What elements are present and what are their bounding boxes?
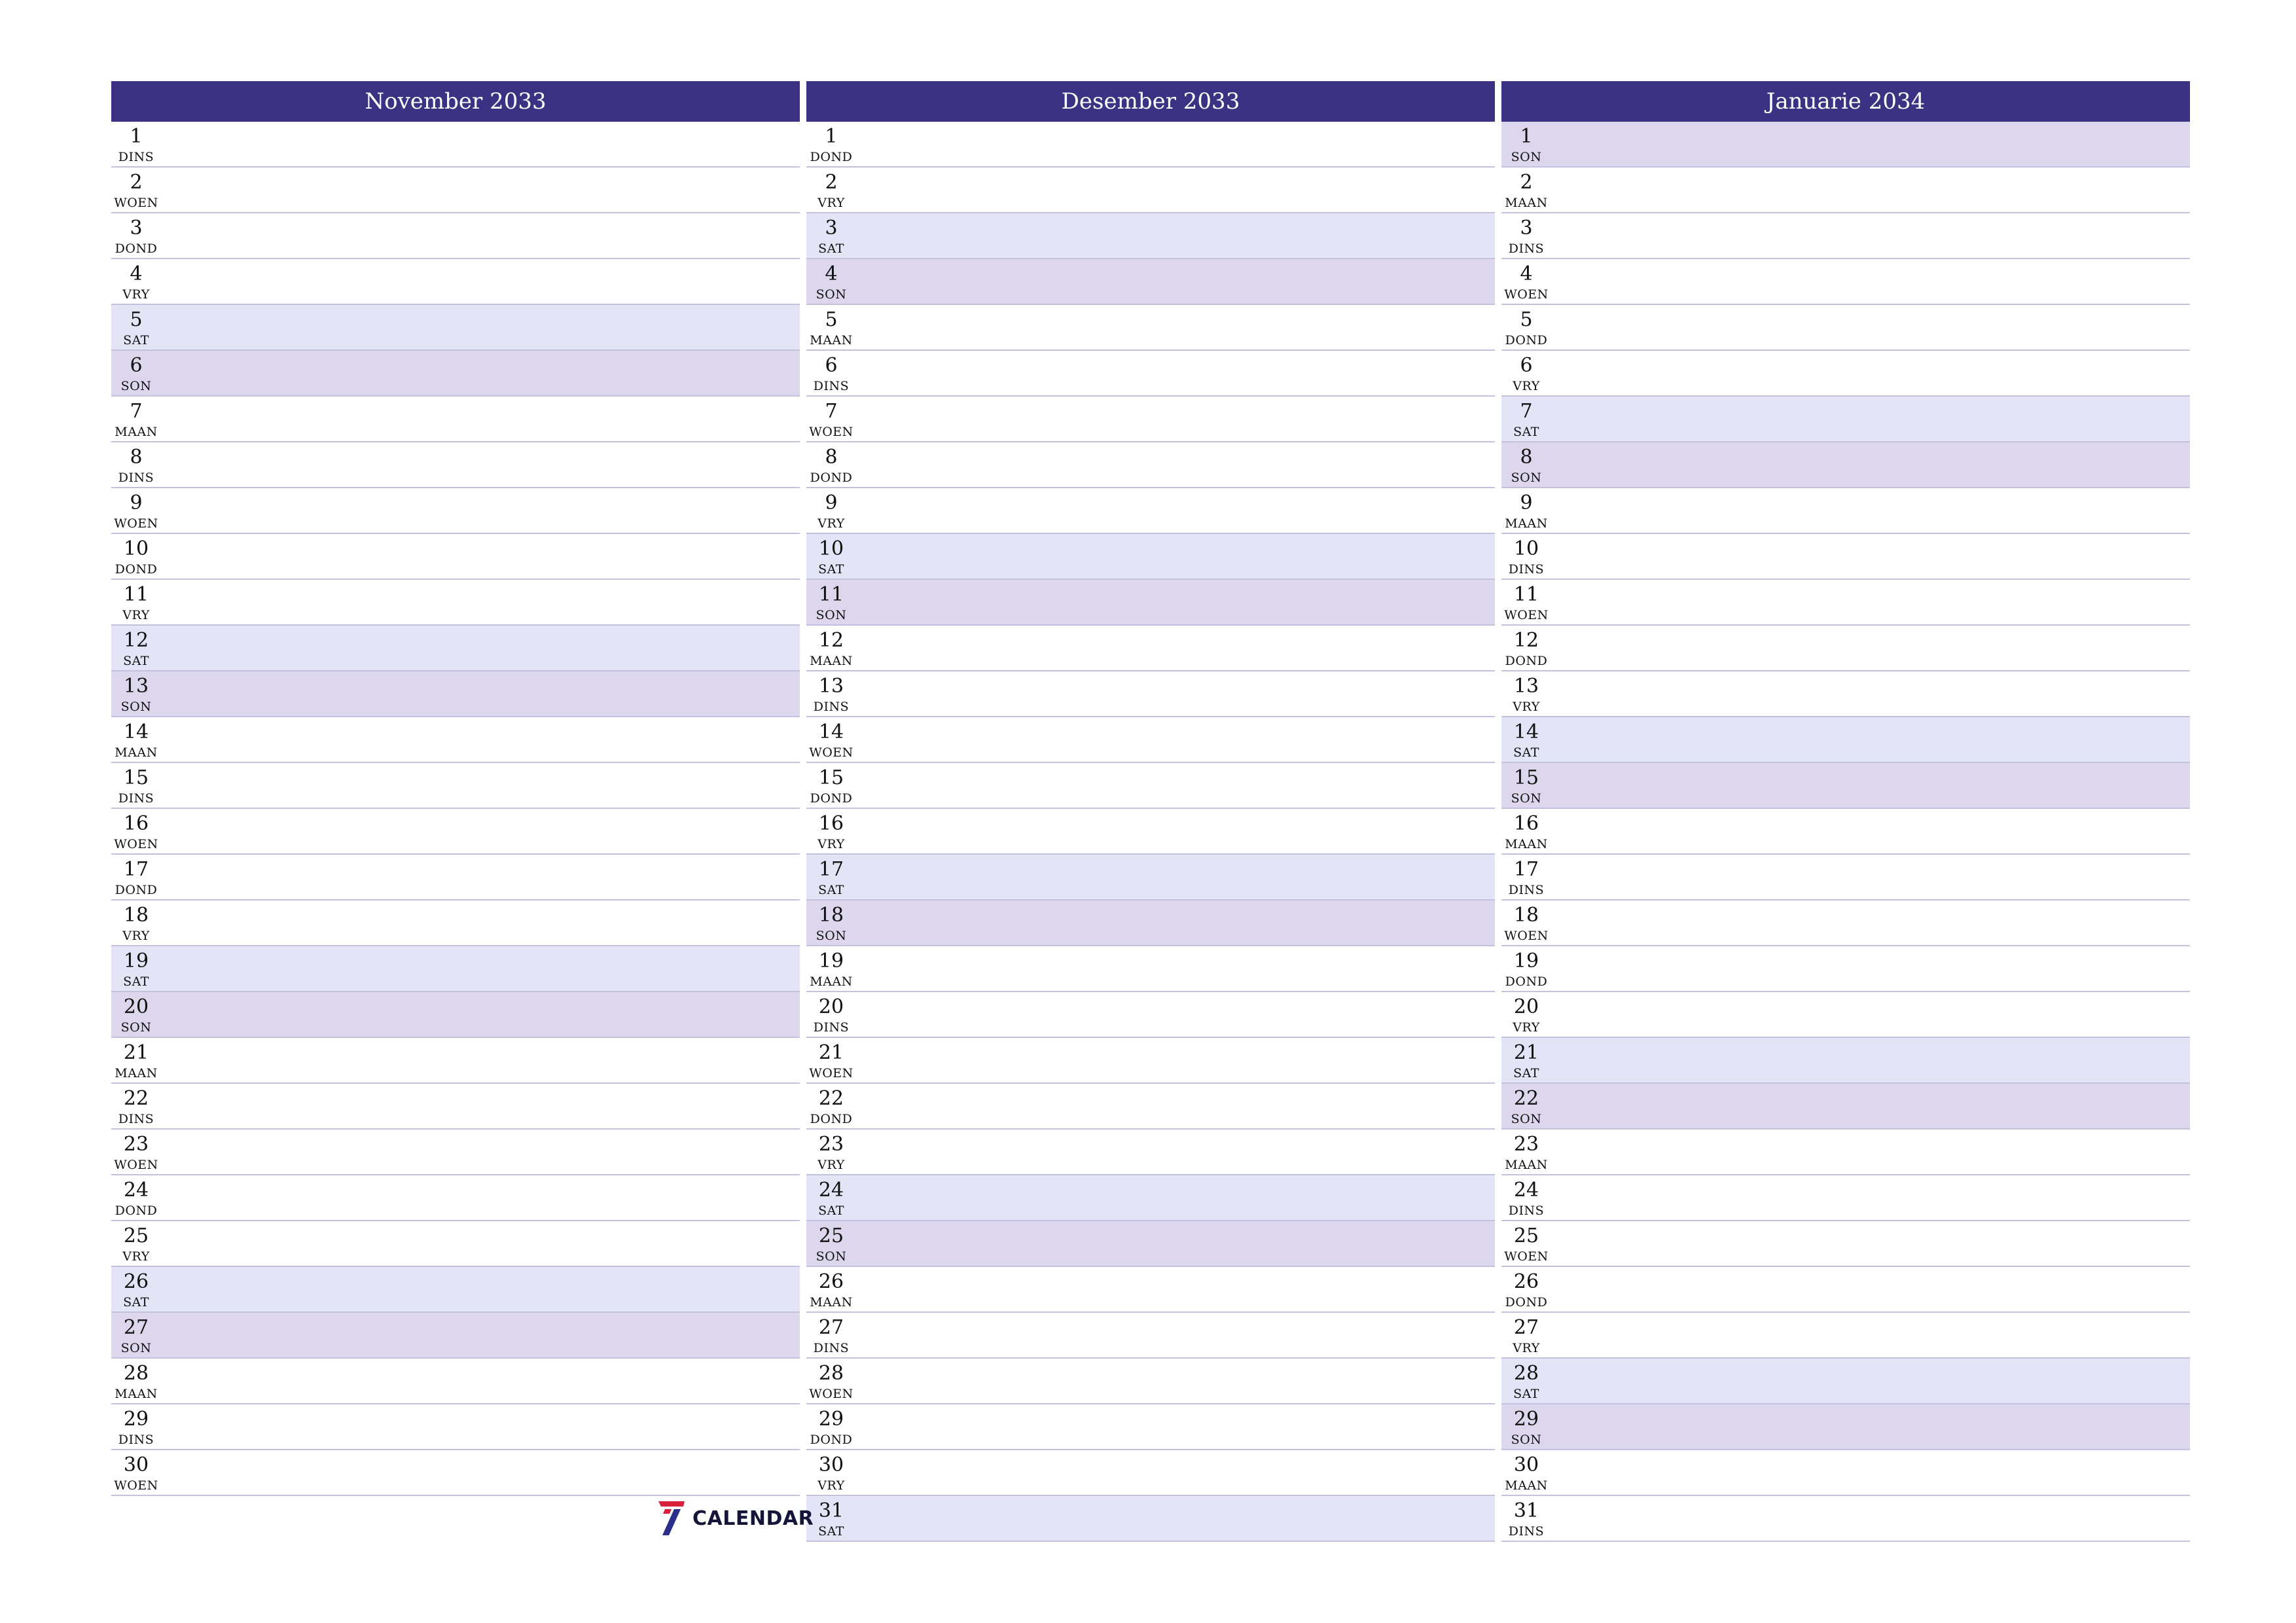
weekday-label: SAT bbox=[818, 241, 844, 256]
day-row bbox=[1501, 809, 2190, 855]
day-row bbox=[806, 1404, 1495, 1450]
day-number: 8 bbox=[130, 446, 143, 469]
month-title: Desember 2033 bbox=[806, 81, 1495, 122]
day-number: 24 bbox=[818, 1179, 844, 1202]
weekday-label: MAAN bbox=[115, 425, 158, 439]
day-row bbox=[1501, 122, 2190, 168]
day-row bbox=[806, 580, 1495, 626]
day-row bbox=[111, 122, 800, 168]
weekday-label: MAAN bbox=[1505, 196, 1548, 210]
day-row bbox=[806, 1038, 1495, 1084]
day-number: 3 bbox=[130, 217, 143, 240]
day-number: 12 bbox=[818, 629, 844, 652]
day-number: 20 bbox=[123, 995, 149, 1018]
day-number: 14 bbox=[818, 721, 844, 743]
day-number: 26 bbox=[123, 1270, 149, 1293]
weekday-label: WOEN bbox=[1504, 287, 1549, 302]
day-row bbox=[111, 1359, 800, 1404]
day-row bbox=[111, 168, 800, 213]
day-number: 25 bbox=[818, 1224, 844, 1247]
weekday-label: MAAN bbox=[810, 974, 853, 989]
day-row bbox=[111, 351, 800, 397]
day-number: 15 bbox=[1513, 766, 1539, 789]
weekday-label: WOEN bbox=[114, 1478, 158, 1493]
day-number: 15 bbox=[123, 766, 149, 789]
weekday-label: VRY bbox=[122, 1249, 150, 1264]
day-row bbox=[1501, 442, 2190, 488]
weekday-label: DOND bbox=[810, 471, 853, 485]
weekday-label: WOEN bbox=[114, 516, 158, 531]
day-row bbox=[1501, 488, 2190, 534]
day-number: 16 bbox=[818, 812, 844, 835]
weekday-label: MAAN bbox=[810, 654, 853, 668]
day-row bbox=[806, 809, 1495, 855]
day-row bbox=[806, 213, 1495, 259]
weekday-label: SON bbox=[1511, 150, 1542, 164]
weekday-label: DINS bbox=[813, 1020, 850, 1035]
day-row bbox=[1501, 259, 2190, 305]
weekday-label: VRY bbox=[817, 1478, 845, 1493]
weekday-label: WOEN bbox=[114, 196, 158, 210]
weekday-label: WOEN bbox=[809, 745, 853, 760]
weekday-label: MAAN bbox=[810, 333, 853, 348]
weekday-label: VRY bbox=[122, 287, 150, 302]
day-row bbox=[806, 717, 1495, 763]
weekday-label: VRY bbox=[1513, 379, 1540, 393]
day-number: 26 bbox=[818, 1270, 844, 1293]
weekday-label: SON bbox=[816, 1249, 847, 1264]
day-number: 21 bbox=[123, 1041, 149, 1064]
day-row bbox=[1501, 397, 2190, 442]
day-row bbox=[806, 122, 1495, 168]
day-row bbox=[111, 626, 800, 671]
day-number: 9 bbox=[825, 491, 838, 514]
weekday-label: SON bbox=[120, 379, 152, 393]
day-row bbox=[111, 1313, 800, 1359]
weekday-label: VRY bbox=[817, 516, 845, 531]
weekday-label: DINS bbox=[1508, 1204, 1545, 1218]
day-number: 19 bbox=[818, 950, 844, 972]
day-row bbox=[111, 992, 800, 1038]
day-number: 23 bbox=[1513, 1133, 1539, 1156]
day-number: 28 bbox=[818, 1362, 844, 1385]
weekday-label: WOEN bbox=[1504, 608, 1549, 622]
weekday-label: WOEN bbox=[809, 1066, 853, 1080]
day-number: 11 bbox=[818, 583, 844, 606]
weekday-label: SAT bbox=[123, 974, 149, 989]
weekday-label: DINS bbox=[118, 1112, 154, 1126]
weekday-label: DOND bbox=[810, 1433, 853, 1447]
day-number: 6 bbox=[130, 354, 143, 377]
day-row bbox=[806, 397, 1495, 442]
day-row bbox=[1501, 1221, 2190, 1267]
weekday-label: MAAN bbox=[810, 1295, 853, 1310]
weekday-label: WOEN bbox=[809, 1387, 853, 1401]
month-title: Januarie 2034 bbox=[1501, 81, 2190, 122]
weekday-label: DOND bbox=[810, 791, 853, 806]
weekday-label: SON bbox=[120, 1020, 152, 1035]
weekday-label: DINS bbox=[813, 1341, 850, 1355]
day-row bbox=[111, 1175, 800, 1221]
day-number: 4 bbox=[1520, 262, 1533, 285]
weekday-label: MAAN bbox=[1505, 837, 1548, 851]
day-number: 19 bbox=[123, 950, 149, 972]
weekday-label: VRY bbox=[1513, 1020, 1540, 1035]
weekday-label: VRY bbox=[817, 196, 845, 210]
weekday-label: SAT bbox=[1513, 425, 1539, 439]
day-list bbox=[111, 122, 800, 1496]
day-row bbox=[1501, 901, 2190, 946]
day-number: 4 bbox=[825, 262, 838, 285]
day-row bbox=[111, 763, 800, 809]
day-number: 30 bbox=[123, 1454, 149, 1476]
day-row bbox=[806, 671, 1495, 717]
weekday-label: SON bbox=[1511, 1433, 1542, 1447]
day-number: 10 bbox=[123, 537, 149, 560]
day-row bbox=[1501, 1175, 2190, 1221]
day-row bbox=[111, 1130, 800, 1175]
day-row bbox=[806, 259, 1495, 305]
weekday-label: SAT bbox=[1513, 1066, 1539, 1080]
day-row bbox=[1501, 305, 2190, 351]
day-number: 7 bbox=[825, 400, 838, 423]
day-row bbox=[1501, 1496, 2190, 1542]
day-number: 29 bbox=[818, 1408, 844, 1431]
weekday-label: SON bbox=[1511, 471, 1542, 485]
day-number: 16 bbox=[1513, 812, 1539, 835]
day-row bbox=[1501, 580, 2190, 626]
day-number: 3 bbox=[1520, 217, 1533, 240]
day-row bbox=[806, 305, 1495, 351]
weekday-label: DOND bbox=[115, 1204, 158, 1218]
day-row bbox=[1501, 1359, 2190, 1404]
weekday-label: WOEN bbox=[114, 1158, 158, 1172]
day-row bbox=[1501, 1450, 2190, 1496]
day-row bbox=[806, 946, 1495, 992]
day-row bbox=[806, 1267, 1495, 1313]
day-number: 22 bbox=[123, 1087, 149, 1110]
day-number: 2 bbox=[1520, 171, 1533, 194]
day-row bbox=[806, 1359, 1495, 1404]
day-number: 15 bbox=[818, 766, 844, 789]
day-row bbox=[806, 1496, 1495, 1542]
day-row bbox=[111, 397, 800, 442]
day-row bbox=[806, 1130, 1495, 1175]
weekday-label: SON bbox=[816, 608, 847, 622]
day-number: 3 bbox=[825, 217, 838, 240]
weekday-label: SAT bbox=[818, 1204, 844, 1218]
day-row bbox=[1501, 717, 2190, 763]
day-row bbox=[111, 213, 800, 259]
weekday-label: DINS bbox=[1508, 1524, 1545, 1539]
day-row bbox=[806, 1221, 1495, 1267]
weekday-label: MAAN bbox=[115, 1066, 158, 1080]
day-number: 14 bbox=[1513, 721, 1539, 743]
day-row bbox=[1501, 1313, 2190, 1359]
day-number: 11 bbox=[1513, 583, 1539, 606]
weekday-label: DINS bbox=[118, 1433, 154, 1447]
month-column-desember bbox=[806, 81, 1495, 1542]
day-row bbox=[1501, 1404, 2190, 1450]
day-number: 31 bbox=[1513, 1499, 1539, 1522]
day-number: 25 bbox=[123, 1224, 149, 1247]
day-row bbox=[806, 1313, 1495, 1359]
day-row bbox=[111, 1267, 800, 1313]
weekday-label: MAAN bbox=[1505, 516, 1548, 531]
day-number: 4 bbox=[130, 262, 143, 285]
day-number: 10 bbox=[818, 537, 844, 560]
day-row bbox=[806, 626, 1495, 671]
day-row bbox=[806, 855, 1495, 901]
day-number: 17 bbox=[123, 858, 149, 881]
day-number: 19 bbox=[1513, 950, 1539, 972]
day-row bbox=[806, 901, 1495, 946]
day-number: 27 bbox=[1513, 1316, 1539, 1339]
day-number: 31 bbox=[818, 1499, 844, 1522]
day-row bbox=[1501, 351, 2190, 397]
day-number: 27 bbox=[818, 1316, 844, 1339]
day-number: 9 bbox=[1520, 491, 1533, 514]
day-number: 1 bbox=[1520, 125, 1533, 148]
day-number: 16 bbox=[123, 812, 149, 835]
day-row bbox=[806, 1084, 1495, 1130]
day-number: 12 bbox=[123, 629, 149, 652]
weekday-label: SON bbox=[1511, 791, 1542, 806]
day-row bbox=[806, 1175, 1495, 1221]
weekday-label: VRY bbox=[122, 608, 150, 622]
day-number: 2 bbox=[130, 171, 143, 194]
day-row bbox=[1501, 1130, 2190, 1175]
day-number: 21 bbox=[1513, 1041, 1539, 1064]
day-number: 30 bbox=[1513, 1454, 1539, 1476]
weekday-label: WOEN bbox=[114, 837, 158, 851]
weekday-label: MAAN bbox=[115, 745, 158, 760]
day-number: 29 bbox=[123, 1408, 149, 1431]
weekday-label: DINS bbox=[118, 150, 154, 164]
weekday-label: SAT bbox=[818, 883, 844, 897]
day-row bbox=[806, 168, 1495, 213]
weekday-label: SAT bbox=[123, 1295, 149, 1310]
day-row bbox=[1501, 1267, 2190, 1313]
day-number: 27 bbox=[123, 1316, 149, 1339]
day-row bbox=[806, 992, 1495, 1038]
seven-logo-icon bbox=[657, 1500, 686, 1537]
weekday-label: VRY bbox=[1513, 700, 1540, 714]
weekday-label: SAT bbox=[818, 1524, 844, 1539]
weekday-label: DINS bbox=[1508, 241, 1545, 256]
weekday-label: SAT bbox=[818, 562, 844, 577]
day-number: 30 bbox=[818, 1454, 844, 1476]
weekday-label: DOND bbox=[115, 241, 158, 256]
day-number: 22 bbox=[1513, 1087, 1539, 1110]
day-row bbox=[111, 305, 800, 351]
day-row bbox=[1501, 1038, 2190, 1084]
day-row bbox=[111, 580, 800, 626]
day-row bbox=[111, 1450, 800, 1496]
day-number: 14 bbox=[123, 721, 149, 743]
day-row bbox=[1501, 946, 2190, 992]
day-number: 18 bbox=[123, 904, 149, 927]
day-row bbox=[1501, 992, 2190, 1038]
weekday-label: SON bbox=[120, 700, 152, 714]
day-row bbox=[1501, 763, 2190, 809]
weekday-label: MAAN bbox=[1505, 1478, 1548, 1493]
weekday-label: SON bbox=[816, 929, 847, 943]
day-number: 29 bbox=[1513, 1408, 1539, 1431]
day-number: 12 bbox=[1513, 629, 1539, 652]
weekday-label: MAAN bbox=[1505, 1158, 1548, 1172]
day-number: 6 bbox=[825, 354, 838, 377]
day-number: 9 bbox=[130, 491, 143, 514]
day-number: 18 bbox=[818, 904, 844, 927]
weekday-label: DOND bbox=[115, 883, 158, 897]
day-row bbox=[1501, 855, 2190, 901]
month-title: November 2033 bbox=[111, 81, 800, 122]
day-row bbox=[111, 1221, 800, 1267]
day-number: 18 bbox=[1513, 904, 1539, 927]
day-row bbox=[806, 488, 1495, 534]
month-column-januarie bbox=[1501, 81, 2190, 1542]
day-number: 23 bbox=[123, 1133, 149, 1156]
weekday-label: SON bbox=[816, 287, 847, 302]
day-row bbox=[806, 1450, 1495, 1496]
weekday-label: VRY bbox=[817, 837, 845, 851]
weekday-label: VRY bbox=[817, 1158, 845, 1172]
month-column-november bbox=[111, 81, 800, 1496]
day-row bbox=[111, 1404, 800, 1450]
day-number: 13 bbox=[818, 675, 844, 698]
day-number: 1 bbox=[825, 125, 838, 148]
day-row bbox=[111, 946, 800, 992]
day-number: 10 bbox=[1513, 537, 1539, 560]
logo-text: CALENDAR bbox=[692, 1507, 814, 1530]
weekday-label: DOND bbox=[1505, 974, 1548, 989]
day-row bbox=[111, 534, 800, 580]
day-number: 22 bbox=[818, 1087, 844, 1110]
day-number: 1 bbox=[130, 125, 143, 148]
day-row bbox=[1501, 1084, 2190, 1130]
weekday-label: DINS bbox=[1508, 562, 1545, 577]
day-row bbox=[111, 259, 800, 305]
day-row bbox=[111, 901, 800, 946]
weekday-label: DOND bbox=[115, 562, 158, 577]
weekday-label: WOEN bbox=[1504, 1249, 1549, 1264]
weekday-label: VRY bbox=[122, 929, 150, 943]
day-number: 7 bbox=[1520, 400, 1533, 423]
day-number: 25 bbox=[1513, 1224, 1539, 1247]
day-row bbox=[111, 1038, 800, 1084]
weekday-label: DINS bbox=[118, 471, 154, 485]
day-row bbox=[111, 855, 800, 901]
day-row bbox=[111, 488, 800, 534]
weekday-label: MAAN bbox=[115, 1387, 158, 1401]
day-row bbox=[806, 442, 1495, 488]
day-number: 8 bbox=[825, 446, 838, 469]
weekday-label: DOND bbox=[810, 1112, 853, 1126]
day-number: 28 bbox=[1513, 1362, 1539, 1385]
day-number: 5 bbox=[825, 308, 838, 331]
day-number: 13 bbox=[123, 675, 149, 698]
day-number: 20 bbox=[1513, 995, 1539, 1018]
day-row bbox=[111, 809, 800, 855]
weekday-label: DOND bbox=[1505, 654, 1548, 668]
day-number: 7 bbox=[130, 400, 143, 423]
day-number: 28 bbox=[123, 1362, 149, 1385]
weekday-label: DOND bbox=[1505, 333, 1548, 348]
weekday-label: DINS bbox=[813, 379, 850, 393]
day-list bbox=[806, 122, 1495, 1542]
day-row bbox=[1501, 626, 2190, 671]
day-row bbox=[111, 1084, 800, 1130]
day-number: 13 bbox=[1513, 675, 1539, 698]
day-number: 17 bbox=[1513, 858, 1539, 881]
day-row bbox=[1501, 213, 2190, 259]
day-list bbox=[1501, 122, 2190, 1542]
day-row bbox=[1501, 671, 2190, 717]
day-number: 5 bbox=[130, 308, 143, 331]
weekday-label: SON bbox=[1511, 1112, 1542, 1126]
weekday-label: SAT bbox=[1513, 745, 1539, 760]
day-number: 21 bbox=[818, 1041, 844, 1064]
day-number: 17 bbox=[818, 858, 844, 881]
day-number: 24 bbox=[1513, 1179, 1539, 1202]
day-row bbox=[111, 442, 800, 488]
weekday-label: SAT bbox=[123, 654, 149, 668]
brand-logo bbox=[657, 1500, 814, 1537]
day-number: 24 bbox=[123, 1179, 149, 1202]
day-row bbox=[806, 763, 1495, 809]
day-number: 5 bbox=[1520, 308, 1533, 331]
day-row bbox=[1501, 168, 2190, 213]
weekday-label: VRY bbox=[1513, 1341, 1540, 1355]
day-number: 6 bbox=[1520, 354, 1533, 377]
day-row bbox=[1501, 534, 2190, 580]
weekday-label: SON bbox=[120, 1341, 152, 1355]
weekday-label: WOEN bbox=[1504, 929, 1549, 943]
weekday-label: DINS bbox=[813, 700, 850, 714]
weekday-label: SAT bbox=[1513, 1387, 1539, 1401]
day-number: 11 bbox=[123, 583, 149, 606]
day-number: 26 bbox=[1513, 1270, 1539, 1293]
day-row bbox=[806, 534, 1495, 580]
day-row bbox=[111, 671, 800, 717]
weekday-label: DINS bbox=[1508, 883, 1545, 897]
day-number: 8 bbox=[1520, 446, 1533, 469]
weekday-label: DOND bbox=[810, 150, 853, 164]
weekday-label: WOEN bbox=[809, 425, 853, 439]
weekday-label: SAT bbox=[123, 333, 149, 348]
weekday-label: DOND bbox=[1505, 1295, 1548, 1310]
day-row bbox=[111, 717, 800, 763]
day-row bbox=[806, 351, 1495, 397]
day-number: 20 bbox=[818, 995, 844, 1018]
weekday-label: DINS bbox=[118, 791, 154, 806]
day-number: 2 bbox=[825, 171, 838, 194]
day-number: 23 bbox=[818, 1133, 844, 1156]
